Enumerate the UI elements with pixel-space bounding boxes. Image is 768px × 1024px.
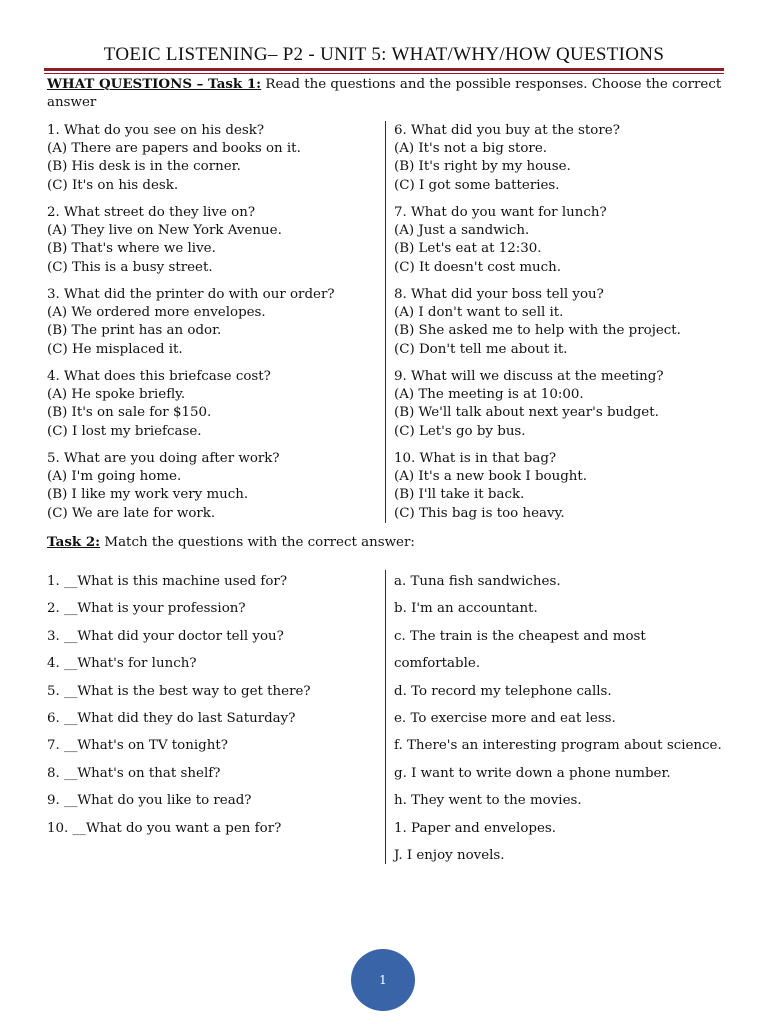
option-a: (A) Just a sandwich. bbox=[394, 223, 530, 239]
option-b: (B) It's right by my house. bbox=[394, 159, 571, 175]
question-block bbox=[394, 122, 724, 204]
option-b: (B) It's on sale for $150. bbox=[47, 405, 212, 421]
task2-intro bbox=[47, 534, 415, 550]
match-question: 9. __What do you like to read? bbox=[47, 793, 252, 809]
option-a: (A) There are papers and books on it. bbox=[47, 141, 301, 157]
question-block bbox=[394, 286, 724, 368]
question-text: 5. What are you doing after work? bbox=[47, 451, 280, 466]
question-text: 8. What did your boss tell you? bbox=[394, 287, 604, 302]
match-answer: e. To exercise more and eat less. bbox=[394, 710, 616, 726]
match-answer: J. I enjoy novels. bbox=[394, 847, 505, 863]
option-c: (C) We are late for work. bbox=[47, 505, 216, 521]
option-a: (A) They live on New York Avenue. bbox=[47, 223, 282, 239]
question-block bbox=[394, 368, 724, 450]
option-a: (A) It's not a big store. bbox=[394, 141, 547, 157]
option-c: (C) I got some batteries. bbox=[394, 177, 560, 193]
task1-label: WHAT QUESTIONS – Task 1: bbox=[47, 76, 262, 92]
match-answer: a. Tuna fish sandwiches. bbox=[394, 574, 561, 589]
question-text: 4. What does this briefcase cost? bbox=[47, 369, 271, 384]
option-b: (B) His desk is in the corner. bbox=[47, 159, 241, 175]
match-question: 6. __What did they do last Saturday? bbox=[47, 710, 296, 726]
option-a: (A) It's a new book I bought. bbox=[394, 469, 588, 485]
question-text: 9. What will we discuss at the meeting? bbox=[394, 369, 664, 384]
match-answer: h. They went to the movies. bbox=[394, 793, 582, 809]
task2-questions bbox=[47, 574, 377, 848]
option-c: (C) He misplaced it. bbox=[47, 341, 183, 357]
page-number-badge: 1 bbox=[351, 949, 415, 1011]
question-text: 7. What do you want for lunch? bbox=[394, 205, 607, 220]
match-question: 3. __What did your doctor tell you? bbox=[47, 628, 284, 644]
option-a: (A) The meeting is at 10:00. bbox=[394, 387, 584, 403]
option-c: (C) Don't tell me about it. bbox=[394, 341, 568, 357]
task1-left-column bbox=[47, 122, 377, 532]
match-question: 8. __What's on that shelf? bbox=[47, 765, 221, 781]
match-question: 2. __What is your profession? bbox=[47, 601, 246, 617]
match-answer: c. The train is the cheapest and most bbox=[394, 628, 646, 644]
match-answer: d. To record my telephone calls. bbox=[394, 683, 612, 699]
page-title: TOEIC LISTENING– P2 - UNIT 5: WHAT/WHY/HOW QUESTIONS bbox=[103, 44, 665, 65]
task2-column-divider bbox=[385, 570, 386, 864]
task1-right-column bbox=[394, 122, 724, 532]
option-c: (C) I lost my briefcase. bbox=[47, 423, 202, 439]
question-block bbox=[394, 204, 724, 286]
match-question: 5. __What is the best way to get there? bbox=[47, 683, 311, 699]
task1-column-divider bbox=[385, 121, 386, 523]
task1-instruction: Read the questions and the possible responses. Choose the correct answer bbox=[47, 77, 722, 110]
match-question: 4. __What's for lunch? bbox=[47, 656, 197, 672]
match-answer: f. There's an interesting program about science. bbox=[394, 738, 722, 754]
question-block bbox=[47, 204, 377, 286]
option-c: (C) It doesn't cost much. bbox=[394, 259, 562, 275]
question-text: 2. What street do they live on? bbox=[47, 205, 255, 220]
question-text: 10. What is in that bag? bbox=[394, 451, 557, 466]
option-b: (B) The print has an odor. bbox=[47, 323, 222, 339]
task1-intro bbox=[47, 75, 727, 112]
option-b: (B) She asked me to help with the project. bbox=[394, 323, 681, 339]
option-b: (B) Let's eat at 12:30. bbox=[394, 241, 542, 257]
task2-instruction: Match the questions with the correct answer: bbox=[100, 535, 415, 550]
option-b: (B) We'll talk about next year's budget. bbox=[394, 405, 659, 421]
match-question: 10. __What do you want a pen for? bbox=[47, 820, 282, 836]
option-b: (B) That's where we live. bbox=[47, 241, 216, 257]
question-block bbox=[394, 450, 724, 532]
option-a: (A) We ordered more envelopes. bbox=[47, 305, 266, 321]
match-answer: comfortable. bbox=[394, 656, 481, 672]
match-answer: b. I'm an accountant. bbox=[394, 601, 538, 617]
option-c: (C) It's on his desk. bbox=[47, 177, 179, 193]
match-question: 7. __What's on TV tonight? bbox=[47, 738, 228, 754]
match-question: 1. __What is this machine used for? bbox=[47, 574, 287, 589]
question-text: 1. What do you see on his desk? bbox=[47, 123, 265, 138]
option-a: (A) I don't want to sell it. bbox=[394, 305, 564, 321]
option-c: (C) Let's go by bus. bbox=[394, 423, 526, 439]
option-c: (C) This bag is too heavy. bbox=[394, 505, 565, 521]
option-c: (C) This is a busy street. bbox=[47, 259, 213, 275]
question-text: 3. What did the printer do with our order? bbox=[47, 287, 335, 302]
task2-answers bbox=[394, 574, 734, 875]
option-a: (A) I'm going home. bbox=[47, 469, 182, 485]
match-answer: 1. Paper and envelopes. bbox=[394, 820, 557, 836]
title-rule-thin bbox=[44, 73, 724, 74]
question-block bbox=[47, 450, 377, 532]
question-block bbox=[47, 122, 377, 204]
match-answer: g. I want to write down a phone number. bbox=[394, 765, 671, 781]
question-block bbox=[47, 286, 377, 368]
option-b: (B) I like my work very much. bbox=[47, 487, 249, 503]
question-text: 6. What did you buy at the store? bbox=[394, 123, 620, 138]
task2-label: Task 2: bbox=[47, 534, 101, 550]
title-rule-thick bbox=[44, 68, 724, 71]
option-a: (A) He spoke briefly. bbox=[47, 387, 186, 403]
option-b: (B) I'll take it back. bbox=[394, 487, 525, 503]
question-block bbox=[47, 368, 377, 450]
